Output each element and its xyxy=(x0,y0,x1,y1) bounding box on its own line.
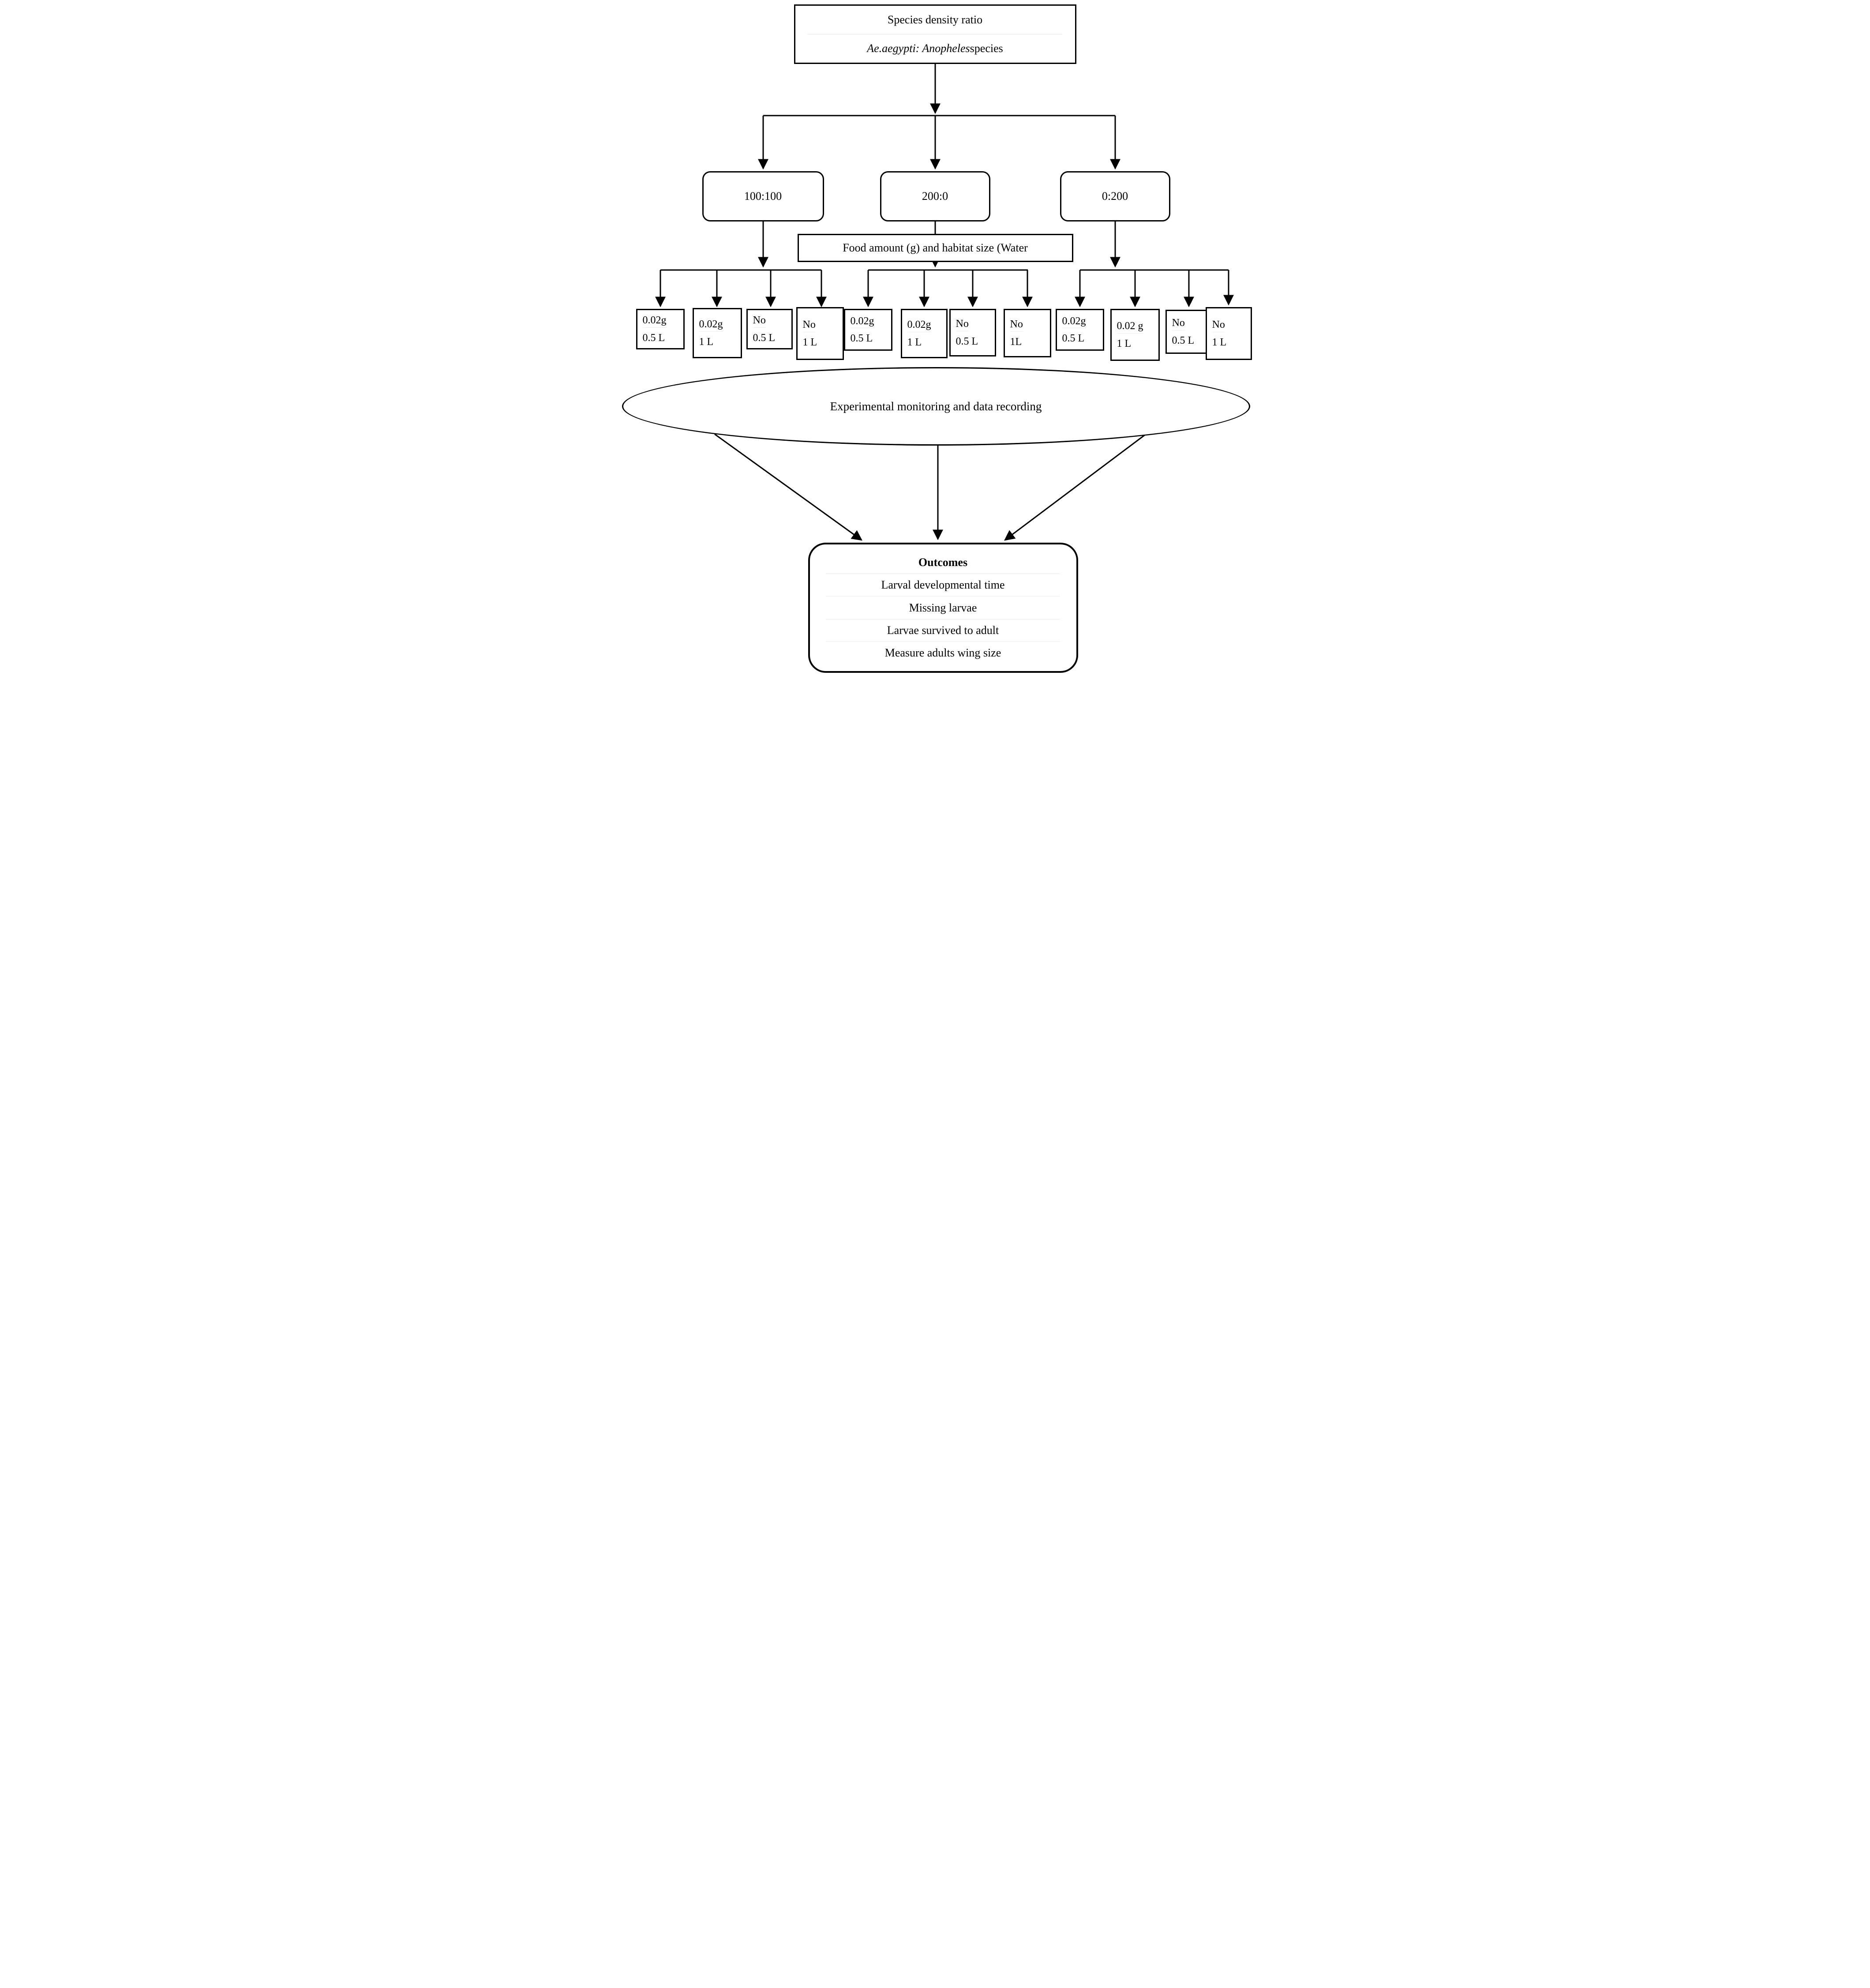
condition-box-2 xyxy=(693,308,742,358)
title-line2 xyxy=(808,34,1062,63)
outcome-item-larval-developmental-time: Larval developmental time xyxy=(826,574,1061,596)
outcome-item-larvae-survived: Larvae survived to adult xyxy=(826,619,1061,641)
condition-water: 1 L xyxy=(699,336,714,348)
condition-food: No xyxy=(1172,317,1185,330)
food-habitat-box xyxy=(798,234,1073,262)
condition-box-5 xyxy=(844,309,892,351)
flowchart-canvas xyxy=(618,0,1253,675)
ratio-box-100-100 xyxy=(702,171,824,221)
ratio-box-0-200 xyxy=(1060,171,1170,221)
condition-water: 1 L xyxy=(802,336,817,348)
condition-food: 0.02 g xyxy=(1117,320,1143,333)
condition-food: 0.02g xyxy=(851,315,874,328)
condition-box-3 xyxy=(746,309,793,349)
arrow-ellipse-left-to-outcomes xyxy=(715,434,862,540)
condition-box-10 xyxy=(1110,309,1160,361)
condition-food: No xyxy=(753,315,766,327)
condition-water: 0.5 L xyxy=(642,332,665,344)
outcome-item-wing-size: Measure adults wing size xyxy=(826,641,1061,664)
condition-water: 0.5 L xyxy=(753,332,776,344)
outcome-item-missing-larvae: Missing larvae xyxy=(826,596,1061,619)
ratio-label: 0:200 xyxy=(1102,190,1128,203)
outcomes-box xyxy=(808,543,1078,673)
condition-water: 1 L xyxy=(1117,338,1132,349)
condition-box-9 xyxy=(1056,309,1104,351)
ratio-label: 200:0 xyxy=(922,190,948,203)
species-density-ratio-box xyxy=(794,4,1076,64)
ratio-label: 100:100 xyxy=(744,190,782,203)
condition-food: No xyxy=(1010,319,1023,331)
title-line2-regular: species xyxy=(970,42,1003,55)
arrow-ellipse-right-to-outcomes xyxy=(1005,435,1145,540)
food-habitat-label: Food amount (g) and habitat size (Water xyxy=(843,241,1028,254)
condition-water: 0.5 L xyxy=(850,333,873,344)
outcomes-title: Outcomes xyxy=(918,556,968,569)
condition-food: No xyxy=(1212,319,1225,332)
condition-water: 1 L xyxy=(1212,336,1227,348)
condition-box-1 xyxy=(636,309,685,349)
condition-box-12 xyxy=(1206,307,1252,360)
condition-food: 0.02g xyxy=(643,315,667,327)
condition-box-4 xyxy=(796,307,844,360)
condition-water: 0.5 L xyxy=(1062,333,1085,344)
condition-water: 1L xyxy=(1010,336,1022,348)
condition-water: 0.5 L xyxy=(1172,334,1195,346)
title-line1: Species density ratio xyxy=(887,13,983,26)
condition-food: No xyxy=(956,318,969,331)
ratio-box-200-0 xyxy=(880,171,990,221)
condition-box-8 xyxy=(1004,309,1051,357)
condition-box-6 xyxy=(901,309,948,358)
monitoring-ellipse xyxy=(622,367,1250,446)
condition-food: 0.02g xyxy=(699,319,723,331)
condition-water: 1 L xyxy=(907,336,922,348)
condition-box-7 xyxy=(949,309,996,356)
monitoring-label: Experimental monitoring and data recording xyxy=(830,399,1042,413)
condition-food: 0.02g xyxy=(1062,315,1086,328)
title-line2-italic: Ae.aegypti: Anopheles xyxy=(867,42,970,55)
condition-water: 0.5 L xyxy=(956,335,978,347)
condition-food: No xyxy=(803,319,816,332)
condition-food: 0.02g xyxy=(907,319,931,332)
